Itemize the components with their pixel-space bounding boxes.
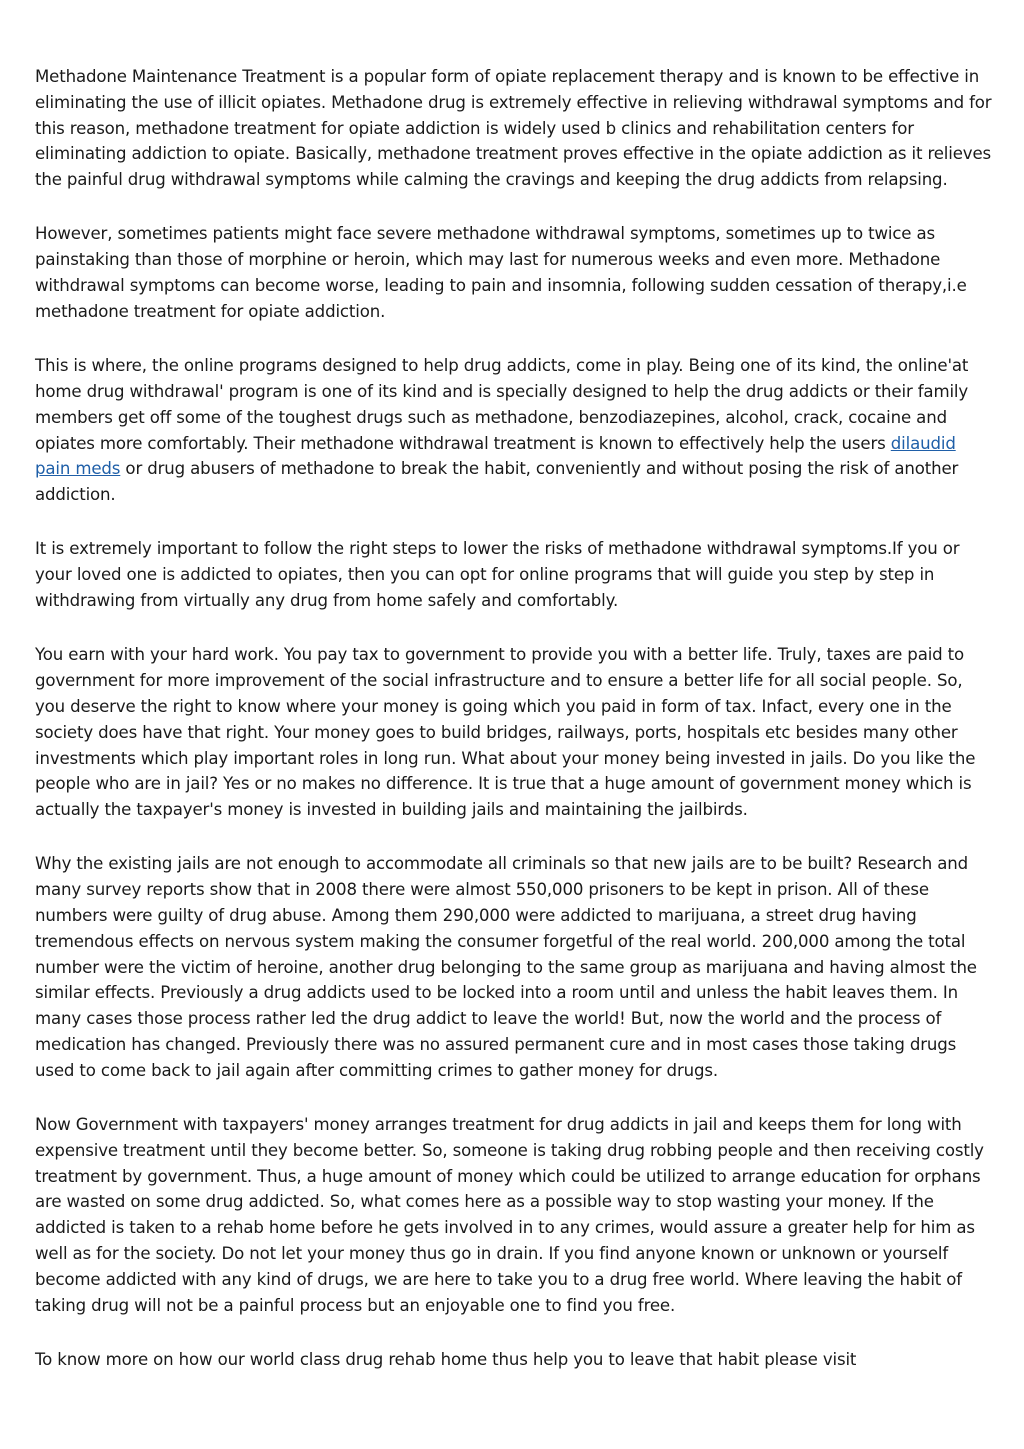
paragraph-visit: To know more on how our world class drug rehab home thus help you to leave that habit please visit: [35, 1349, 857, 1369]
document-body: [35, 64, 995, 1401]
paragraph-online-programs-text-start: This is where, the online programs designed to help drug addicts, come in play. Being one of its kind, the online'at home drug withdrawal' program is one of its kind and is specially designed to help the drug addicts or their family members get off some of the toughest drugs such as methadone, benzodiazepines, alcohol, crack, cocaine and opiates more comfortably. Their methadone withdrawal treatment is known to effectively help the users: [35, 356, 969, 453]
dilaudid-pain-meds-link[interactable]: dilaudid pain meds: [35, 433, 956, 479]
paragraph-online-programs-text-end: or drug abusers of methadone to break the habit, conveniently and without posing the risk of another addiction.: [35, 459, 959, 505]
paragraph-existing-jails: Why the existing jails are not enough to accommodate all criminals so that new jails are to be built? Research and many survey reports show that in 2008 there were almost 550,000 prisoners to be kept in prison. All of these numbers were guilty of drug abuse. Among them 290,000 were addicted to marijuana, a street drug having tremendous effects on nervous system making the consumer forgetful of the real world. 200,000 among the total number were the victim of heroine, another drug belonging to the same group as marijuana and having almost the similar effects. Previously a drug addicts used to be locked into a room until and unless the habit leaves them. In many cases those process rather led the drug addict to leave the world! But, now the world and the process of medication has changed. Previously there was no assured permanent cure and in most cases those taking drugs used to come back to jail again after committing crimes to gather money for drugs.: [35, 854, 977, 1080]
paragraph-taxes: You earn with your hard work. You pay tax to government to provide you with a better life. Truly, taxes are paid to government for more improvement of the social infrastructure and to ensure a better life for all social people. So, you deserve the right to know where your money is going which you paid in form of tax. Infact, every one in the society does have that right. Your money goes to build bridges, railways, ports, hospitals etc besides many other investments which play important roles in long run. What about your money being invested in jails. Do you like the people who are in jail? Yes or no makes no difference. It is true that a huge amount of government money which is actually the taxpayer's money is invested in building jails and maintaining the jailbirds.: [35, 645, 976, 820]
paragraph-government-treatment: Now Government with taxpayers' money arranges treatment for drug addicts in jail and keeps them for long with expensive treatment until they become better. So, someone is taking drug robbing people and then receiving costly treatment by government. Thus, a huge amount of money which could be utilized to arrange education for orphans are wasted on some drug addicted. So, what comes here as a possible way to stop wasting your money. If the addicted is taken to a rehab home before he gets involved in to any crimes, would assure a greater help for him as well as for the society. Do not let your money thus go in drain. If you find anyone known or unknown or yourself become addicted with any kind of drugs, we are here to take you to a drug free world. Where leaving the habit of taking drug will not be a painful process but an enjoyable one to find you free.: [35, 1115, 984, 1315]
paragraph-right-steps: It is extremely important to follow the right steps to lower the risks of methadone withdrawal symptoms.If you or your loved one is addicted to opiates, then you can opt for online programs that will guide you step by step in withdrawing from virtually any drug from home safely and comfortably.: [35, 539, 960, 611]
paragraph-methadone-maintenance: Methadone Maintenance Treatment is a popular form of opiate replacement therapy and is known to be effective in eliminating the use of illicit opiates. Methadone drug is extremely effective in relieving withdrawal symptoms and for this reason, methadone treatment for opiate addiction is widely used b clinics and rehabilitation centers for eliminating addiction to opiate. Basically, methadone treatment proves effective in the opiate addiction as it relieves the painful drug withdrawal symptoms while calming the cravings and keeping the drug addicts from relapsing.: [35, 67, 992, 190]
paragraph-withdrawal-symptoms: However, sometimes patients might face severe methadone withdrawal symptoms, sometimes up to twice as painstaking than those of morphine or heroin, which may last for numerous weeks and even more. Methadone withdrawal symptoms can become worse, leading to pain and insomnia, following sudden cessation of therapy,i.e methadone treatment for opiate addiction.: [35, 224, 967, 321]
paragraph-online-programs: [35, 353, 995, 508]
